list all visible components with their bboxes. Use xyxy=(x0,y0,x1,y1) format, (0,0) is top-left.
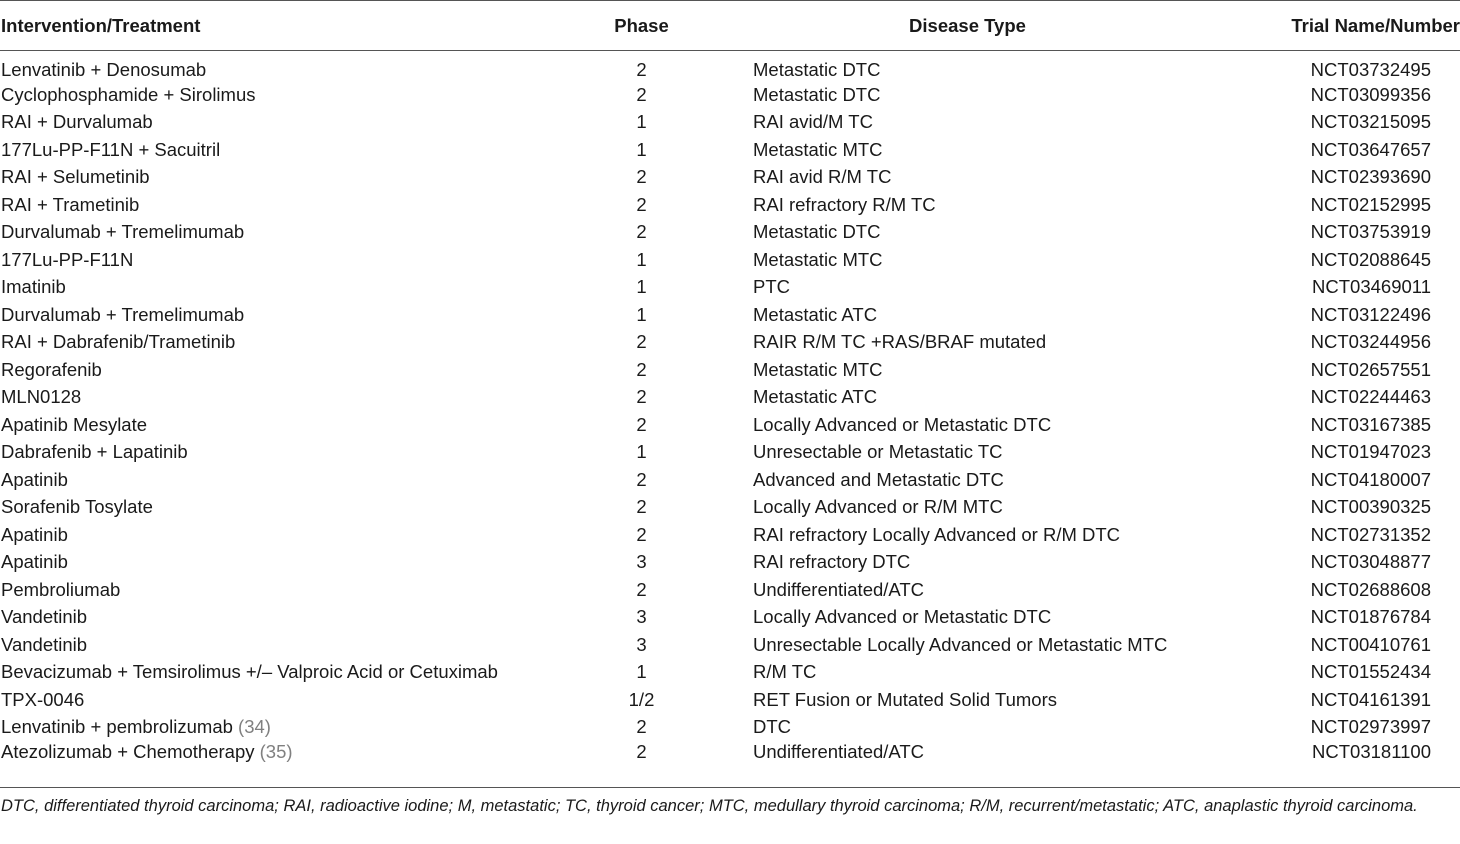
table-row xyxy=(0,521,1460,549)
cell-disease-type: RAIR R/M TC +RAS/BRAF mutated xyxy=(753,331,1047,353)
cell-intervention xyxy=(0,246,555,274)
cell-intervention xyxy=(0,274,555,302)
cell-trial-number: NCT02152995 xyxy=(1310,193,1431,215)
cell-intervention xyxy=(0,51,555,82)
cell-phase: 2 xyxy=(636,468,647,490)
cell-trial-number: NCT03469011 xyxy=(1312,276,1431,298)
cell-intervention xyxy=(0,466,555,494)
cell-trial-number: NCT03244956 xyxy=(1310,331,1431,353)
cell-phase: 1 xyxy=(636,276,647,298)
intervention-text: Vandetinib xyxy=(1,633,88,655)
cell-disease-type: Metastatic MTC xyxy=(753,358,883,380)
cell-phase: 1/2 xyxy=(628,688,655,710)
cell-intervention xyxy=(0,219,555,247)
cell-disease-type: Undifferentiated/ATC xyxy=(753,741,925,762)
intervention-text: RAI + Selumetinib xyxy=(1,166,150,188)
cell-intervention xyxy=(0,741,555,769)
header-row xyxy=(0,1,1460,51)
cell-phase: 2 xyxy=(636,496,647,518)
table-row xyxy=(0,219,1460,247)
cell-phase: 2 xyxy=(636,358,647,380)
cell-disease-type: RAI refractory Locally Advanced or R/M DTC xyxy=(753,523,1121,545)
cell-phase: 2 xyxy=(636,716,647,738)
table-row xyxy=(0,164,1460,192)
cell-phase: 2 xyxy=(636,578,647,600)
cell-trial-number: NCT03647657 xyxy=(1310,138,1431,160)
cell-intervention xyxy=(0,631,555,659)
table-row xyxy=(0,604,1460,632)
cell-phase: 2 xyxy=(636,413,647,435)
table-row xyxy=(0,494,1460,522)
table-row xyxy=(0,274,1460,302)
cell-disease-type: RAI refractory R/M TC xyxy=(753,193,936,215)
cell-disease-type: Unresectable or Metastatic TC xyxy=(753,441,1003,463)
table-row xyxy=(0,714,1460,742)
cell-disease-type: Metastatic ATC xyxy=(753,386,878,408)
cell-phase: 3 xyxy=(636,606,647,628)
intervention-text: Cyclophosphamide + Sirolimus xyxy=(1,83,256,105)
intervention-text: Dabrafenib + Lapatinib xyxy=(1,441,188,463)
table-row xyxy=(0,356,1460,384)
cell-trial-number: NCT03099356 xyxy=(1310,83,1431,105)
cell-intervention xyxy=(0,164,555,192)
cell-intervention xyxy=(0,81,555,109)
table-row xyxy=(0,741,1460,769)
cell-trial-number: NCT00410761 xyxy=(1310,633,1431,655)
intervention-text: Vandetinib xyxy=(1,606,88,628)
cell-disease-type: Advanced and Metastatic DTC xyxy=(753,468,1004,490)
intervention-text: Apatinib Mesylate xyxy=(1,413,148,435)
header-disease-type: Disease Type xyxy=(730,1,1260,51)
intervention-text: MLN0128 xyxy=(1,386,82,408)
cell-disease-type: DTC xyxy=(753,716,792,738)
intervention-text: RAI + Durvalumab xyxy=(1,111,153,133)
cell-trial-number: NCT03215095 xyxy=(1310,111,1431,133)
cell-trial-number: NCT01947023 xyxy=(1310,441,1431,463)
cell-disease-type: RET Fusion or Mutated Solid Tumors xyxy=(753,688,1058,710)
cell-trial-number: NCT01552434 xyxy=(1310,661,1431,683)
intervention-text: 177Lu-PP-F11N + Sacuitril xyxy=(1,138,221,160)
cell-trial-number: NCT02973997 xyxy=(1310,716,1431,738)
cell-phase: 1 xyxy=(636,661,647,683)
intervention-text: Apatinib xyxy=(1,468,68,490)
cell-disease-type: Metastatic DTC xyxy=(753,59,881,80)
cell-phase: 1 xyxy=(636,138,647,160)
table-row xyxy=(0,549,1460,577)
cell-trial-number: NCT04161391 xyxy=(1310,688,1431,710)
table-row xyxy=(0,659,1460,687)
cell-intervention xyxy=(0,659,555,687)
intervention-text: Lenvatinib + pembrolizumab xyxy=(1,716,233,738)
table-header xyxy=(0,1,1460,51)
reference-link[interactable]: (34) xyxy=(238,716,271,738)
cell-intervention xyxy=(0,191,555,219)
cell-trial-number: NCT02657551 xyxy=(1310,358,1431,380)
cell-disease-type: Undifferentiated/ATC xyxy=(753,578,925,600)
intervention-text: Apatinib xyxy=(1,551,68,573)
cell-disease-type: Metastatic ATC xyxy=(753,303,878,325)
cell-disease-type: RAI avid/M TC xyxy=(753,111,873,133)
cell-trial-number: NCT01876784 xyxy=(1310,606,1431,628)
cell-phase: 3 xyxy=(636,633,647,655)
table-row xyxy=(0,439,1460,467)
cell-trial-number: NCT03753919 xyxy=(1310,221,1431,243)
cell-intervention xyxy=(0,494,555,522)
cell-disease-type: Metastatic MTC xyxy=(753,138,883,160)
intervention-text: 177Lu-PP-F11N xyxy=(1,248,134,270)
table-row xyxy=(0,576,1460,604)
cell-disease-type: Unresectable Locally Advanced or Metastatic MTC xyxy=(753,633,1168,655)
cell-phase: 2 xyxy=(636,331,647,353)
cell-intervention xyxy=(0,356,555,384)
table-row xyxy=(0,51,1460,82)
cell-trial-number: NCT03048877 xyxy=(1310,551,1431,573)
table-row xyxy=(0,329,1460,357)
table-row xyxy=(0,466,1460,494)
cell-intervention xyxy=(0,604,555,632)
cell-intervention xyxy=(0,301,555,329)
header-intervention: Intervention/Treatment xyxy=(0,1,555,51)
intervention-text: Pembroliumab xyxy=(1,578,121,600)
table-row xyxy=(0,411,1460,439)
intervention-text: Bevacizumab + Temsirolimus +/– Valproic Acid or Cetuximab xyxy=(1,661,498,683)
reference-link[interactable]: (35) xyxy=(259,741,293,762)
table-row xyxy=(0,631,1460,659)
cell-phase: 2 xyxy=(636,83,647,105)
cell-phase: 2 xyxy=(636,59,647,80)
cell-trial-number: NCT03181100 xyxy=(1312,741,1431,762)
table-row xyxy=(0,109,1460,137)
cell-intervention xyxy=(0,714,555,742)
cell-intervention xyxy=(0,576,555,604)
cell-phase: 2 xyxy=(636,386,647,408)
cell-disease-type: Metastatic MTC xyxy=(753,248,883,270)
cell-disease-type: Locally Advanced or Metastatic DTC xyxy=(753,413,1052,435)
intervention-text: RAI + Trametinib xyxy=(1,193,140,215)
intervention-text: Imatinib xyxy=(1,276,66,298)
cell-intervention xyxy=(0,109,555,137)
cell-trial-number: NCT03167385 xyxy=(1310,413,1431,435)
intervention-text: Atezolizumab + Chemotherapy xyxy=(1,741,255,762)
cell-trial-number: NCT03122496 xyxy=(1310,303,1431,325)
intervention-text: Durvalumab + Tremelimumab xyxy=(1,303,245,325)
cell-phase: 1 xyxy=(636,248,647,270)
header-phase: Phase xyxy=(555,1,730,51)
table-row xyxy=(0,136,1460,164)
cell-trial-number: NCT03732495 xyxy=(1310,59,1431,80)
cell-disease-type: Metastatic DTC xyxy=(753,221,881,243)
cell-trial-number: NCT02393690 xyxy=(1310,166,1431,188)
cell-trial-number: NCT04180007 xyxy=(1310,468,1431,490)
cell-disease-type: Metastatic DTC xyxy=(753,83,881,105)
cell-disease-type: Locally Advanced or Metastatic DTC xyxy=(753,606,1052,628)
intervention-text: Sorafenib Tosylate xyxy=(1,496,153,518)
cell-disease-type: PTC xyxy=(753,276,790,298)
intervention-text: TPX-0046 xyxy=(1,688,85,710)
table-footnote: DTC, differentiated thyroid carcinoma; RAI, radioactive iodine; M, metastatic; TC, thyroid cancer; MTC, medullary thyroid carcinoma; R/M, recurrent/metastatic; ATC, anaplastic thyroid carcinoma. xyxy=(1,797,1418,815)
cell-phase: 2 xyxy=(636,166,647,188)
cell-intervention xyxy=(0,411,555,439)
cell-phase: 1 xyxy=(636,441,647,463)
cell-phase: 2 xyxy=(636,221,647,243)
header-trial-number: Trial Name/Number xyxy=(1260,1,1460,51)
cell-intervention xyxy=(0,136,555,164)
cell-phase: 2 xyxy=(636,523,647,545)
cell-disease-type: Locally Advanced or R/M MTC xyxy=(753,496,1003,518)
intervention-text: Lenvatinib + Denosumab xyxy=(1,59,207,80)
table-row xyxy=(0,384,1460,412)
cell-phase: 3 xyxy=(636,551,647,573)
cell-intervention xyxy=(0,686,555,714)
cell-intervention xyxy=(0,549,555,577)
cell-disease-type: R/M TC xyxy=(753,661,817,683)
table-bottom-rule xyxy=(0,787,1460,788)
cell-phase: 1 xyxy=(636,111,647,133)
intervention-text: RAI + Dabrafenib/Trametinib xyxy=(1,331,236,353)
cell-disease-type: RAI refractory DTC xyxy=(753,551,911,573)
cell-intervention xyxy=(0,439,555,467)
cell-trial-number: NCT02731352 xyxy=(1310,523,1431,545)
cell-intervention xyxy=(0,329,555,357)
table-row xyxy=(0,191,1460,219)
cell-intervention xyxy=(0,521,555,549)
cell-phase: 1 xyxy=(636,303,647,325)
intervention-text: Apatinib xyxy=(1,523,68,545)
intervention-text: Durvalumab + Tremelimumab xyxy=(1,221,245,243)
cell-trial-number: NCT02688608 xyxy=(1310,578,1431,600)
table-row xyxy=(0,686,1460,714)
cell-trial-number: NCT02088645 xyxy=(1310,248,1431,270)
cell-phase: 2 xyxy=(636,193,647,215)
cell-disease-type: RAI avid R/M TC xyxy=(753,166,892,188)
intervention-text: Regorafenib xyxy=(1,358,102,380)
table-row xyxy=(0,81,1460,109)
table-body xyxy=(0,51,1460,770)
table-row xyxy=(0,246,1460,274)
table-row xyxy=(0,301,1460,329)
cell-trial-number: NCT00390325 xyxy=(1310,496,1431,518)
cell-phase: 2 xyxy=(636,741,647,762)
cell-intervention xyxy=(0,384,555,412)
cell-trial-number: NCT02244463 xyxy=(1310,386,1431,408)
